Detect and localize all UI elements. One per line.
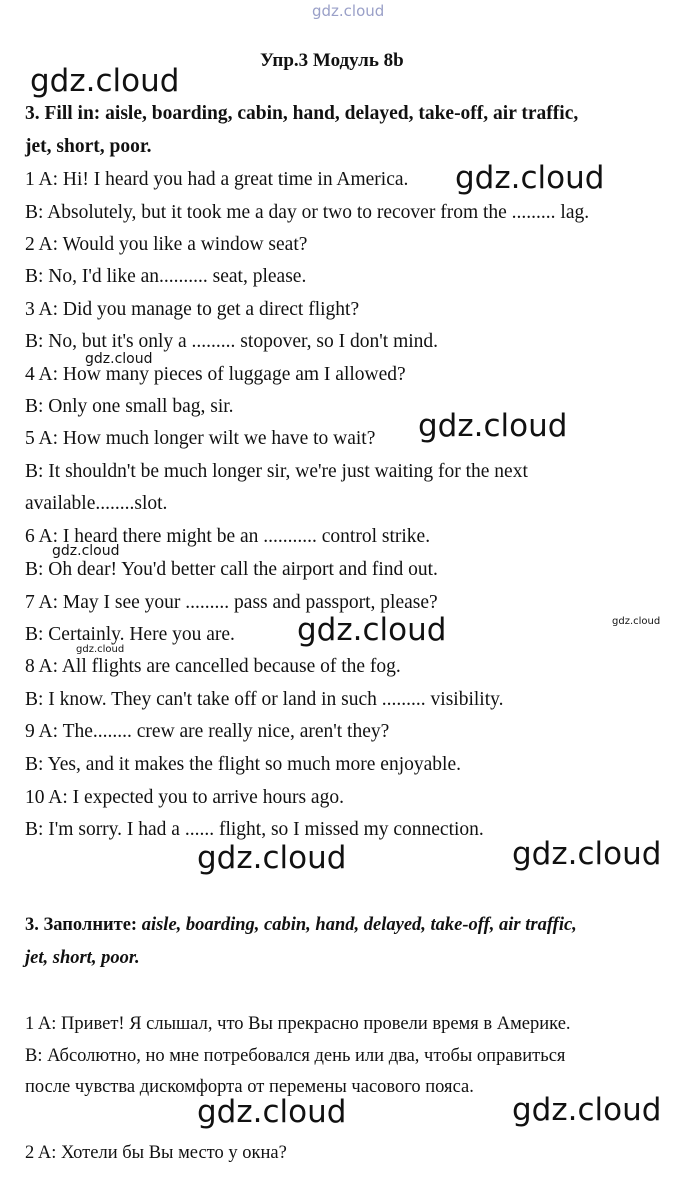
exercise-line: B: Certainly. Here you are. bbox=[25, 624, 235, 645]
exercise-line: B: Oh dear! You'd better call the airport and find out. bbox=[25, 559, 438, 580]
exercise-line: 2 A: Would you like a window seat? bbox=[25, 234, 308, 255]
exercise-line: 6 A: I heard there might be an ........... control strike. bbox=[25, 526, 431, 547]
exercise-line: B: Only one small bag, sir. bbox=[25, 396, 234, 417]
ru-task-label: 3. Заполните: bbox=[25, 915, 138, 935]
ru-exercise-line: B: Абсолютно, но мне потребовался день или два, чтобы оправиться bbox=[25, 1046, 566, 1066]
exercise-line: B: It shouldn't be much longer sir, we're just waiting for the next bbox=[25, 461, 528, 482]
exercise-line: B: No, I'd like an.......... seat, please. bbox=[25, 266, 307, 287]
watermark-top: gdz.cloud bbox=[312, 2, 385, 20]
exercise-line: B: No, but it's only a ......... stopover, so I don't mind. bbox=[25, 331, 439, 352]
exercise-line: B: I know. They can't take off or land in such ......... visibility. bbox=[25, 689, 504, 710]
watermark: gdz.cloud bbox=[52, 543, 120, 559]
watermark: gdz.cloud bbox=[297, 612, 447, 648]
ru-task-heading-line-2: jet, short, poor. bbox=[25, 948, 140, 968]
exercise-line: 3 A: Did you manage to get a direct flight? bbox=[25, 299, 360, 320]
watermark: gdz.cloud bbox=[512, 836, 662, 872]
watermark: gdz.cloud bbox=[612, 616, 661, 627]
task-heading-line-1: 3. Fill in: aisle, boarding, cabin, hand, delayed, take-off, air traffic, bbox=[25, 103, 579, 124]
watermark: gdz.cloud bbox=[455, 160, 605, 196]
page-header: Упр.3 Модуль 8b bbox=[260, 50, 404, 71]
watermark: gdz.cloud bbox=[30, 63, 180, 99]
ru-exercise-line: после чувства дискомфорта от перемены часового пояса. bbox=[25, 1077, 474, 1097]
exercise-line: 4 A: How many pieces of luggage am I allowed? bbox=[25, 364, 406, 385]
ru-task-heading-line-1 bbox=[25, 915, 577, 936]
exercise-line: 1 A: Hi! I heard you had a great time in America. bbox=[25, 169, 409, 190]
watermark: gdz.cloud bbox=[197, 840, 347, 876]
watermark: gdz.cloud bbox=[197, 1094, 347, 1130]
exercise-line: 5 A: How much longer wilt we have to wait? bbox=[25, 428, 376, 449]
ru-exercise-line: 2 A: Хотели бы Вы место у окна? bbox=[25, 1143, 287, 1163]
watermark: gdz.cloud bbox=[85, 351, 153, 367]
exercise-line: 8 A: All flights are cancelled because of the fog. bbox=[25, 656, 401, 677]
exercise-line: 7 A: May I see your ......... pass and passport, please? bbox=[25, 592, 438, 613]
ru-exercise-line: 1 A: Привет! Я слышал, что Вы прекрасно провели время в Америке. bbox=[25, 1014, 571, 1034]
exercise-line: B: I'm sorry. I had a ...... flight, so I missed my connection. bbox=[25, 819, 484, 840]
exercise-line: 9 A: The........ crew are really nice, aren't they? bbox=[25, 721, 390, 742]
watermark: gdz.cloud bbox=[512, 1092, 662, 1128]
exercise-line: 10 A: I expected you to arrive hours ago. bbox=[25, 787, 344, 808]
watermark: gdz.cloud bbox=[418, 408, 568, 444]
ru-task-words: aisle, boarding, cabin, hand, delayed, take-off, air traffic, bbox=[141, 915, 577, 935]
exercise-line: B: Yes, and it makes the flight so much more enjoyable. bbox=[25, 754, 461, 775]
watermark: gdz.cloud bbox=[76, 644, 125, 655]
exercise-line: available........slot. bbox=[25, 493, 168, 514]
exercise-line: B: Absolutely, but it took me a day or two to recover from the ......... lag. bbox=[25, 202, 590, 223]
task-heading-line-2: jet, short, poor. bbox=[25, 136, 152, 157]
